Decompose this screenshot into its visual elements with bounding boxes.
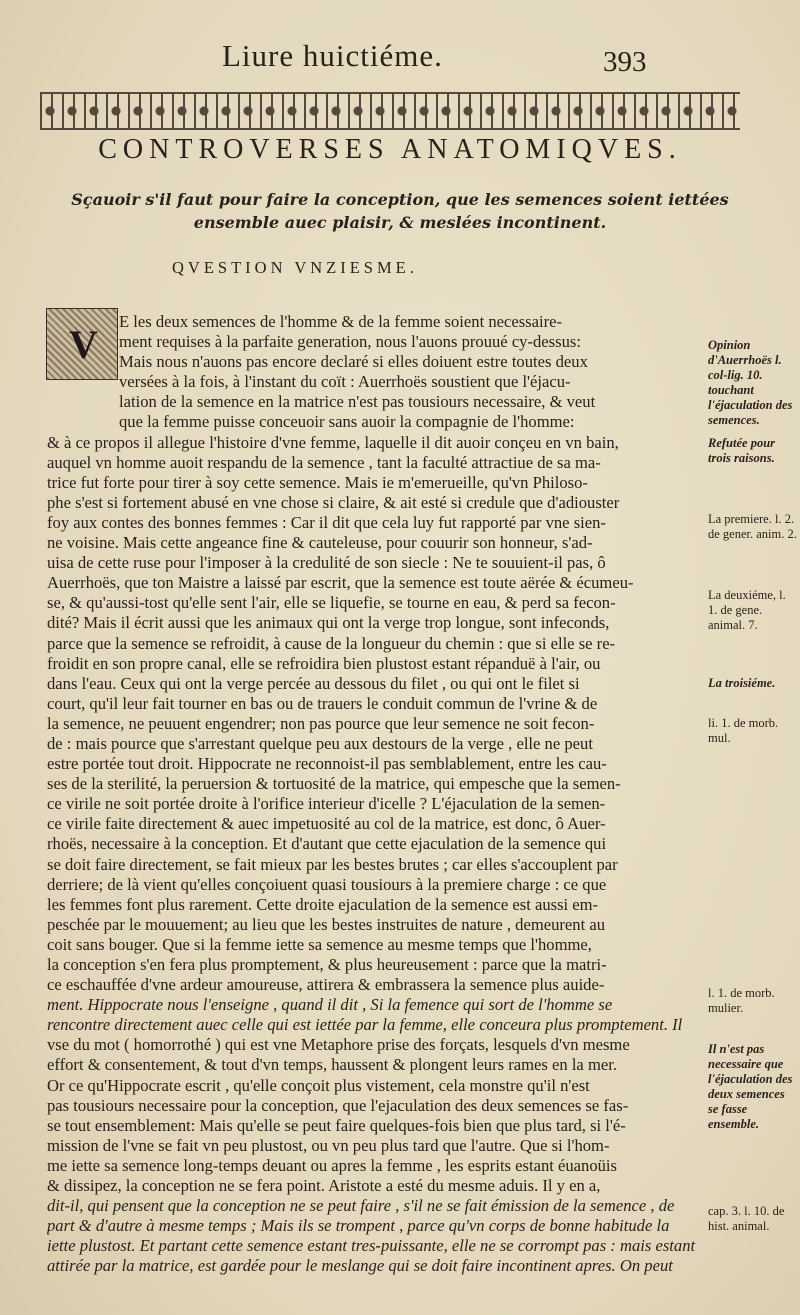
text-line: foy aux contes des bonnes femmes : Car il dit que cela luy fut rapporté par vne sien- xyxy=(47,512,606,532)
text-line: parce que la semence se refroidit, à cause de la longueur du chemin : que si elle se re- xyxy=(47,633,616,653)
text-line: trice fut forte pour tirer à soy cette semence. Mais ie m'emerueille, qu'vn Philoso- xyxy=(47,472,588,492)
margin-note: La deuxiéme, l. 1. de gene. animal. 7. xyxy=(708,588,786,632)
text-line: Auerrhoës, que ton Maistre a laissé par escrit, que la semence est toute aërée & écumeu- xyxy=(47,573,634,593)
text-line: lation de la semence en la matrice n'est pas tousiours necessaire, & veut xyxy=(119,392,596,412)
margin-note: l. 1. de morb. mulier. xyxy=(708,986,775,1015)
text-line: ce virile ne soit portée droite à l'orifice interieur d'icelle ? L'éjaculation de la semen- xyxy=(47,794,606,814)
text-line: dité? Mais il écrit aussi que les animaux qui ont la verge trop longue, sont infeconds, xyxy=(47,613,610,633)
text-line: peschée par le mouuement; au lieu que les bestes instruites de nature , demeurent au xyxy=(47,914,605,934)
text-line: court, qu'il leur fait tourner en bas ou de trauers le conduit commun de l'vrine & de xyxy=(47,693,598,713)
text-line: & dissipez, la conception ne se fera point. Aristote a esté du mesme aduis. Il y en a, xyxy=(47,1176,601,1196)
text-line: de : mais pource que s'arrestant quelque peu aux destours de la verge , elle ne peut xyxy=(47,733,593,753)
text-line: attirée par la matrice, est gardée pour le meslange qui se doit faire incontinent apres. On peut xyxy=(47,1256,673,1276)
text-line: pas tousiours necessaire pour la conception, que l'ejaculation des deux semences se fas- xyxy=(47,1095,629,1115)
text-line: dit-il, qui pensent que la conception ne se peut faire , s'il ne se fait émission de la semence , de xyxy=(47,1196,675,1216)
page-number: 393 xyxy=(603,46,647,78)
text-line: vse du mot ( homorrothé ) qui est vne Metaphore prise des forçats, lesquels d'vn mesme xyxy=(47,1035,630,1055)
text-line: Or ce qu'Hippocrate escrit , qu'elle conçoit plus vistement, cela monstre qu'il n'est xyxy=(47,1075,590,1095)
text-line: les femmes font plus rarement. Cette droite ejaculation de la semence est aussi em- xyxy=(47,894,599,914)
text-line: coit sans bouger. Que si la femme iette sa semence au mesme temps que l'homme, xyxy=(47,934,592,954)
text-line: effort & consentement, & tout d'vn temps, haussent & plongent leurs rames en la mer. xyxy=(47,1055,617,1075)
text-line: froidit en son propre canal, elle se refroidira bien plustost estant répanduë à l'air, ou xyxy=(47,653,601,673)
body-text xyxy=(47,312,707,1277)
running-header xyxy=(0,38,800,88)
text-line: & à ce propos il allegue l'histoire d'vne femme, laquelle il dit auoir conçeu en vn bain, xyxy=(47,432,619,452)
text-line: Mais nous n'auons pas encore declaré si elles doiuent estre toutes deux xyxy=(119,352,588,372)
text-line: ses de la sterilité, la peruersion & tortuosité de la matrice, qui empesche que la semen- xyxy=(47,774,621,794)
chapter-title: Liure huictiéme. xyxy=(222,38,443,73)
text-line: iette plustost. Et partant cette semence estant tres-puissante, elle ne se corrompt pas : mais estant xyxy=(47,1236,696,1256)
margin-note: Il n'est pas necessaire que l'éjaculation des deux semences se fasse ensemble. xyxy=(708,1042,793,1131)
text-line: se doit faire directement, se fait mieux par les bestes brutes ; car elles s'accouplent par xyxy=(47,854,618,874)
question-subtitle: Sçauoir s'il faut pour faire la conception, que les semences soient iettées ensemble auec plaisir, & meslées incontinent. xyxy=(71,190,729,232)
text-line: ce eschauffée d'vne ardeur amoureuse, attirera & embrassera la semence plus auide- xyxy=(47,975,605,995)
text-line: ment. Hippocrate nous l'enseigne , quand il dit , Si la femence qui sort de l'homme se xyxy=(47,995,613,1015)
question-heading: QVESTION VNZIESME. xyxy=(172,258,418,277)
text-line: E les deux semences de l'homme & de la femme soient necessaire- xyxy=(119,312,563,331)
dropcap-letter: V xyxy=(69,322,98,367)
margin-note: La premiere. l. 2. de gener. anim. 2. xyxy=(708,512,797,541)
text-line: phe s'est si fortement abusé en vne chose si claire, & ait esté si credule que d'adiouster xyxy=(47,492,620,512)
text-line: rencontre directement auec celle qui est iettée par la femme, elle conceura plus promptement. Il xyxy=(47,1015,683,1035)
text-line: mission de l'vne se fait vn peu plustost, ou vn peu plus tard que l'autre. Que si l'hom- xyxy=(47,1135,610,1155)
text-line: rhoës, necessaire à la conception. Et d'autant que cette ejaculation de la semence qui xyxy=(47,834,607,854)
text-line: ce virile faite directement & auec impetuosité au col de la matrice, est donc, ô Auer- xyxy=(47,814,606,834)
text-line: derriere; de là vient qu'elles conçoiuent quasi tousiours à la premiere charge : ce que xyxy=(47,874,607,894)
margin-note: La troisiéme. xyxy=(708,676,776,690)
text-line: ne voisine. Mais cette angeance fine & cauteleuse, pour couurir son honneur, s'ad- xyxy=(47,533,593,553)
text-line: se tout ensemblement: Mais qu'elle se peut faire quelques-fois bien que plus tard, si l'é- xyxy=(47,1115,626,1135)
text-line: que la femme puisse conceuoir sans auoir la compagnie de l'homme: xyxy=(119,412,575,432)
text-line: se, & qu'aussi-tost qu'elle sent l'air, elle se liquefie, se tourne en eau, & perd sa fecon- xyxy=(47,593,616,613)
text-line: versées à la fois, à l'instant du coït : Auerrhoës soustient que l'éjacu- xyxy=(119,372,571,392)
text-line: la conception s'en fera plus promptement, & plus heureusement : parce que la matri- xyxy=(47,955,607,974)
decorative-ornament-band xyxy=(40,92,740,130)
text-line: la semence, ne peuuent engendrer; non pas pource que leur semence ne soit fecon- xyxy=(47,713,595,733)
text-line: auquel vn homme auoit respandu de la semence , tant la faculté attractiue de sa ma- xyxy=(47,452,601,472)
text-line: dans l'eau. Ceux qui ont la verge percée au dessous du filet , ou qui ont le filet si xyxy=(47,673,580,693)
margin-note: cap. 3. l. 10. de hist. animal. xyxy=(708,1204,785,1233)
text-line: me iette sa semence long-temps deuant ou apres la femme , les esprits estant éuanoüis xyxy=(47,1155,617,1175)
margin-note: Refutée pour trois raisons. xyxy=(708,436,776,465)
text-line: part & d'autre à mesme temps ; Mais ils se trompent , parce qu'vn corps de bonne habitude la xyxy=(47,1216,670,1236)
section-title: CONTROVERSES ANATOMIQVES. xyxy=(98,134,682,165)
text-line: estre portée tout droit. Hippocrate ne reconnoist-il pas semblablement, entre les cau- xyxy=(47,754,607,774)
text-line: ment requises à la parfaite generation, nous l'auons prouué cy-dessus: xyxy=(119,332,581,352)
margin-note: Opinion d'Auerrhoës l. col-lig. 10. touchant l'éjaculation des semences. xyxy=(708,338,793,427)
text-line: uisa de cette ruse pour l'imposer à la credulité de son siecle : Ne te souuient-il pas, ô xyxy=(47,553,606,573)
margin-note: li. 1. de morb. mul. xyxy=(708,716,779,745)
